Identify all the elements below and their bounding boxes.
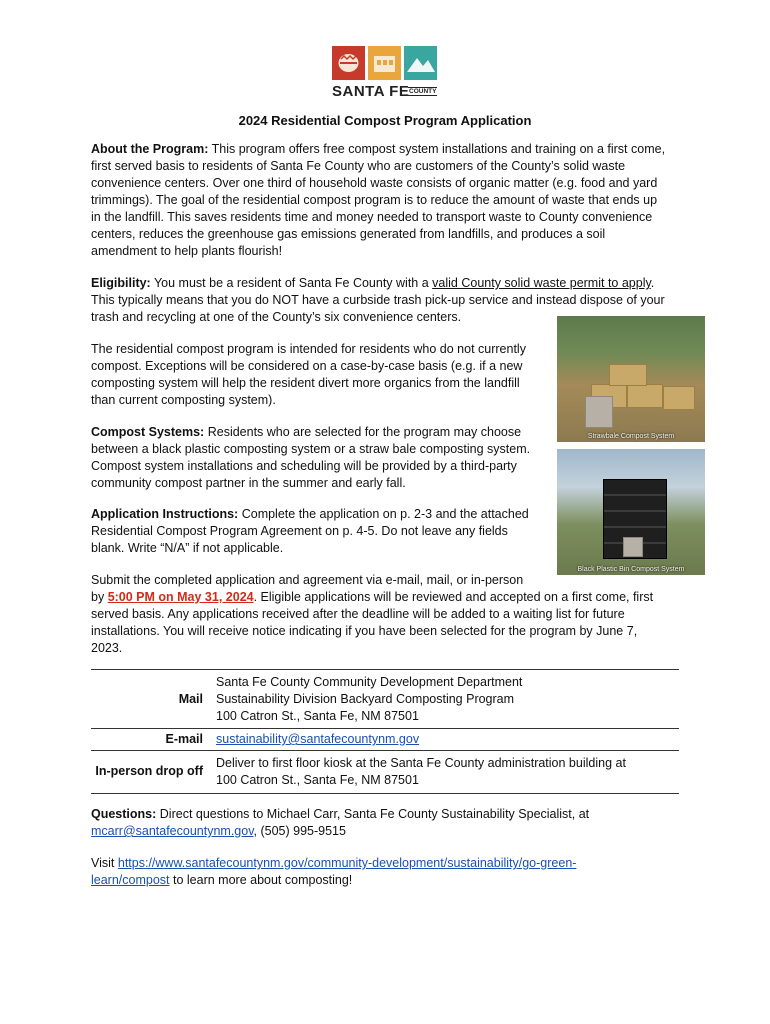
mcarr-email-link[interactable]: mcarr@santafecountynm.gov (91, 824, 254, 838)
instructions-label: Application Instructions: (91, 507, 239, 521)
intended-paragraph: The residential compost program is intended for residents who do not currently compost. Exceptions will be considered on a case-by-case basis (e.g. if a new composting system will help the resident divert more organics from the landfill than current composting system). (91, 342, 526, 407)
straw-bale (627, 384, 663, 408)
questions-label: Questions: (91, 807, 157, 821)
table-rule (91, 750, 679, 751)
about-label: About the Program: (91, 142, 209, 156)
submit-paragraph: Submit the completed application and agreement via e-mail, mail, or in-person by 5:00 PM on May 31, 2024. Eligible applications will be reviewed and accepted on a first come, first served basis. Any applications received after the deadline will be added to a waiting list for future installations. You will receive notice indicating if you have been selected for the program by June 7, 2023. (91, 573, 654, 655)
logo-county: COUNTY (409, 88, 437, 95)
sustainability-email-link[interactable]: sustainability@santafecountynm.gov (216, 732, 420, 746)
compost-url-link[interactable]: https://www.santafecountynm.gov/community-development/sustainability/go-green- (117, 856, 577, 870)
instructions-paragraph: Application Instructions: Complete the application on p. 2-3 and the attached Residential Compost Program Agreement on p. 4-5. Do not leave any fields blank. Write “N/A” if not applicable. (91, 507, 529, 555)
deadline-text: 5:00 PM on May 31, 2024 (107, 590, 254, 604)
eligibility-paragraph: Eligibility: You must be a resident of Santa Fe County with a valid County solid waste permit to apply. This typically means that you do NOT have a curbside trash pick-up service and instead dispose of your trash and recycling at one of the County’s six convenience centers. (91, 276, 665, 324)
solid-waste-permit-link[interactable]: valid County solid waste permit to apply (432, 276, 651, 290)
mail-label: Mail (178, 692, 203, 706)
logo-tile-yellow (368, 46, 401, 80)
page-title: 2024 Residential Compost Program Application (238, 113, 532, 128)
table-rule (91, 669, 679, 670)
table-rule (91, 728, 679, 729)
mail-address: Santa Fe County Community Development Department Sustainability Division Backyard Composting Program 100 Catron St., Santa Fe, NM 87501 (216, 675, 523, 723)
dropoff-details: Deliver to first floor kiosk at the Santa Fe County administration building at 100 Catron St., Santa Fe, NM 87501 (216, 756, 626, 787)
strawbale-caption: Strawbale Compost System (587, 433, 675, 440)
straw-bale (663, 386, 695, 410)
sign-board (623, 537, 643, 557)
plastic-bin-compost-photo (557, 449, 705, 575)
compost-url-link-cont[interactable]: learn/compost (91, 873, 170, 887)
logo-wordmark: SANTA FE (332, 83, 410, 100)
plastic-bin-caption: Black Plastic Bin Compost System (577, 566, 685, 573)
table-rule (91, 793, 679, 794)
visit-paragraph: Visit https://www.santafecountynm.gov/community-development/sustainability/go-green- learn/compost to learn more about composting! (91, 856, 577, 887)
questions-paragraph: Questions: Direct questions to Michael Carr, Santa Fe County Sustainability Specialist, at mcarr@santafecountynm.gov, (505) 995-9515 (91, 807, 590, 838)
logo-tile-teal (404, 46, 437, 80)
straw-bale (609, 364, 647, 386)
email-label: E-mail (165, 732, 203, 746)
eligibility-label: Eligibility: (91, 276, 151, 290)
santa-fe-county-logo (332, 46, 438, 100)
logo-tile-red (332, 46, 365, 80)
compost-systems-paragraph: Compost Systems: Residents who are selected for the program may choose between a black plastic composting system or a straw bale composting system. Compost system installations and scheduling will be provided by a third-party community compost partner in the summer and early fall. (91, 425, 531, 490)
dropoff-label: In-person drop off (95, 764, 203, 778)
strawbale-compost-photo (557, 316, 705, 442)
sign-board (585, 396, 613, 428)
about-paragraph: About the Program: This program offers free compost system installations and training on a first come, first served basis to residents of Santa Fe County who are customers of the County’s solid waste convenience centers. Over one third of household waste consists of organic matter (e.g. food and yard trimmings). The goal of the residential compost program is to reduce the amount of waste that ends up in the landfill. This saves residents time and money needed to transport waste to County convenience centers, reduces the greenhouse gas emissions generated from landfills, and produces a soil amendment to help plants flourish! (91, 142, 666, 258)
compost-systems-label: Compost Systems: (91, 425, 205, 439)
